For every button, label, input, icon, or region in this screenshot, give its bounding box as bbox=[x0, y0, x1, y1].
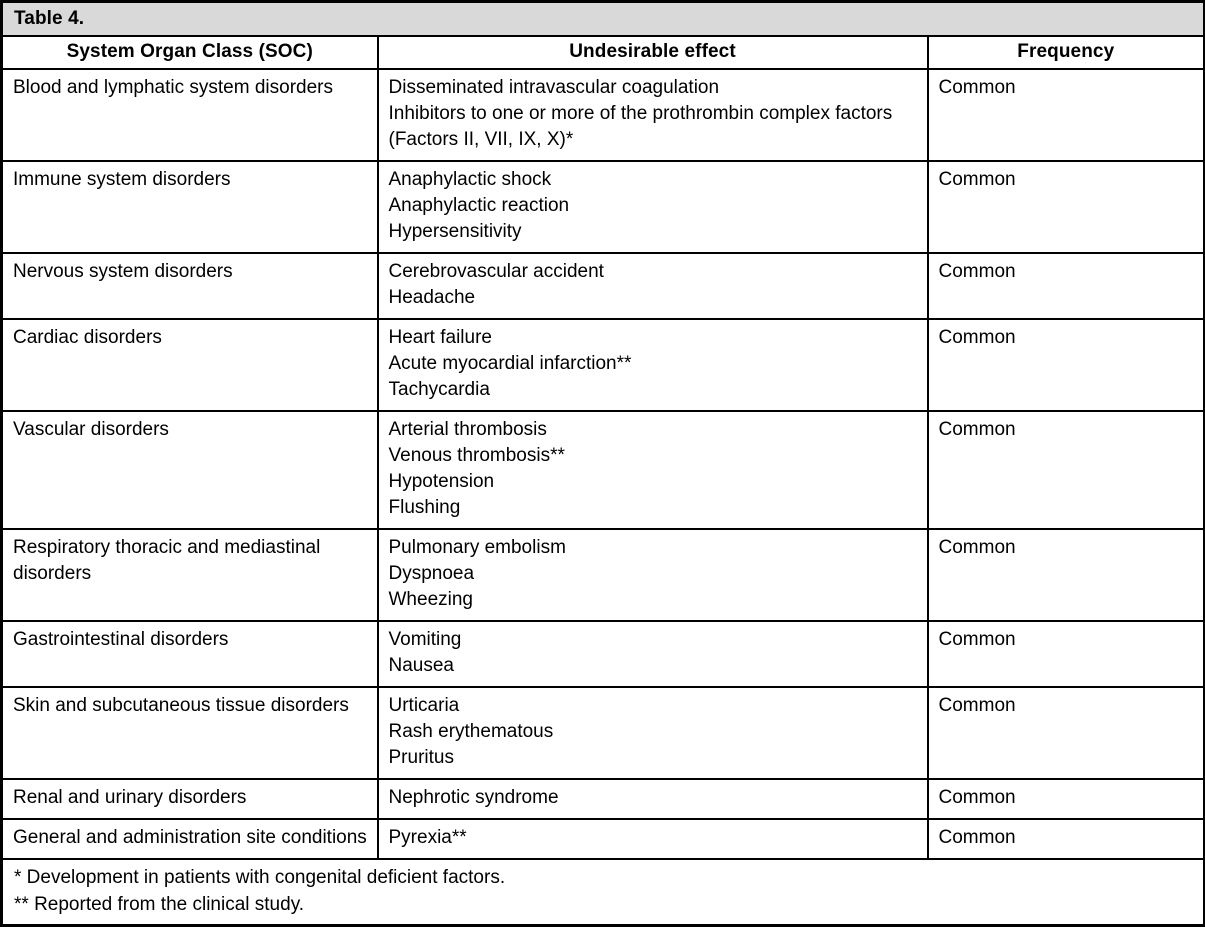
cell-frequency: Common bbox=[928, 687, 1205, 779]
column-header-frequency: Frequency bbox=[928, 36, 1205, 69]
cell-system-organ-class: General and administration site conditions bbox=[2, 819, 378, 859]
table-row bbox=[2, 411, 1205, 529]
footnote-double-asterisk: ** Reported from the clinical study. bbox=[14, 894, 305, 915]
undesirable-effect-item: Nephrotic syndrome bbox=[388, 787, 559, 808]
column-header-soc: System Organ Class (SOC) bbox=[2, 36, 378, 69]
cell-frequency: Common bbox=[928, 411, 1205, 529]
undesirable-effect-item: Headache bbox=[388, 287, 476, 308]
undesirable-effect-item: Wheezing bbox=[388, 589, 473, 610]
cell-system-organ-class: Nervous system disorders bbox=[2, 253, 378, 319]
undesirable-effect-item: Pyrexia** bbox=[388, 827, 467, 848]
table-row bbox=[2, 779, 1205, 819]
cell-system-organ-class: Renal and urinary disorders bbox=[2, 779, 378, 819]
undesirable-effect-item: Acute myocardial infarction** bbox=[388, 353, 632, 374]
undesirable-effect-item: Heart failure bbox=[388, 327, 492, 348]
cell-frequency: Common bbox=[928, 69, 1205, 161]
undesirable-effect-item: Anaphylactic shock bbox=[388, 169, 552, 190]
undesirable-effect-item: Disseminated intravascular coagulation bbox=[388, 77, 720, 98]
cell-frequency: Common bbox=[928, 161, 1205, 253]
cell-system-organ-class: Respiratory thoracic and mediastinal disorders bbox=[2, 529, 378, 621]
undesirable-effect-item: Arterial thrombosis bbox=[388, 419, 547, 440]
cell-frequency: Common bbox=[928, 621, 1205, 687]
undesirable-effect-item: Flushing bbox=[388, 497, 461, 518]
undesirable-effect-item: Hypotension bbox=[388, 471, 495, 492]
undesirable-effect-item: Anaphylactic reaction bbox=[388, 195, 570, 216]
undesirable-effect-item: Hypersensitivity bbox=[388, 221, 522, 242]
table-row bbox=[2, 319, 1205, 411]
table-row bbox=[2, 529, 1205, 621]
table-row bbox=[2, 687, 1205, 779]
cell-undesirable-effects bbox=[378, 69, 928, 161]
table-row bbox=[2, 69, 1205, 161]
undesirable-effect-item: Vomiting bbox=[388, 629, 462, 650]
undesirable-effect-item: Cerebrovascular accident bbox=[388, 261, 604, 282]
cell-undesirable-effects bbox=[378, 253, 928, 319]
table-row bbox=[2, 161, 1205, 253]
cell-undesirable-effects bbox=[378, 779, 928, 819]
cell-system-organ-class: Immune system disorders bbox=[2, 161, 378, 253]
undesirable-effect-item: Urticaria bbox=[388, 695, 460, 716]
cell-frequency: Common bbox=[928, 529, 1205, 621]
undesirable-effect-item: Rash erythematous bbox=[388, 721, 554, 742]
footnote-single-asterisk: * Development in patients with congenital deficient factors. bbox=[14, 867, 506, 888]
column-header-undesirable-effect: Undesirable effect bbox=[378, 36, 928, 69]
table-row bbox=[2, 253, 1205, 319]
cell-system-organ-class: Gastrointestinal disorders bbox=[2, 621, 378, 687]
cell-system-organ-class: Skin and subcutaneous tissue disorders bbox=[2, 687, 378, 779]
table-row bbox=[2, 819, 1205, 859]
table-footnote-row bbox=[2, 859, 1205, 926]
undesirable-effect-item: Dyspnoea bbox=[388, 563, 475, 584]
cell-undesirable-effects bbox=[378, 319, 928, 411]
undesirable-effect-item: Nausea bbox=[388, 655, 454, 676]
table-footnotes bbox=[2, 859, 1205, 926]
undesirable-effect-item: Tachycardia bbox=[388, 379, 490, 400]
cell-system-organ-class: Vascular disorders bbox=[2, 411, 378, 529]
cell-undesirable-effects bbox=[378, 819, 928, 859]
cell-system-organ-class: Cardiac disorders bbox=[2, 319, 378, 411]
table-body bbox=[2, 2, 1205, 926]
cell-undesirable-effects bbox=[378, 411, 928, 529]
table-header-row bbox=[2, 36, 1205, 69]
cell-undesirable-effects bbox=[378, 687, 928, 779]
undesirable-effect-item: Venous thrombosis** bbox=[388, 445, 565, 466]
cell-system-organ-class: Blood and lymphatic system disorders bbox=[2, 69, 378, 161]
cell-undesirable-effects bbox=[378, 621, 928, 687]
cell-frequency: Common bbox=[928, 819, 1205, 859]
cell-undesirable-effects bbox=[378, 529, 928, 621]
table-title-row bbox=[2, 2, 1205, 37]
cell-frequency: Common bbox=[928, 253, 1205, 319]
table-title: Table 4. bbox=[2, 2, 1205, 37]
undesirable-effect-item: Pulmonary embolism bbox=[388, 537, 566, 558]
cell-frequency: Common bbox=[928, 779, 1205, 819]
table-row bbox=[2, 621, 1205, 687]
undesirable-effect-item: Inhibitors to one or more of the prothrombin complex factors (Factors II, VII, IX, X)* bbox=[388, 103, 893, 150]
cell-frequency: Common bbox=[928, 319, 1205, 411]
cell-undesirable-effects bbox=[378, 161, 928, 253]
undesirable-effect-item: Pruritus bbox=[388, 747, 454, 768]
